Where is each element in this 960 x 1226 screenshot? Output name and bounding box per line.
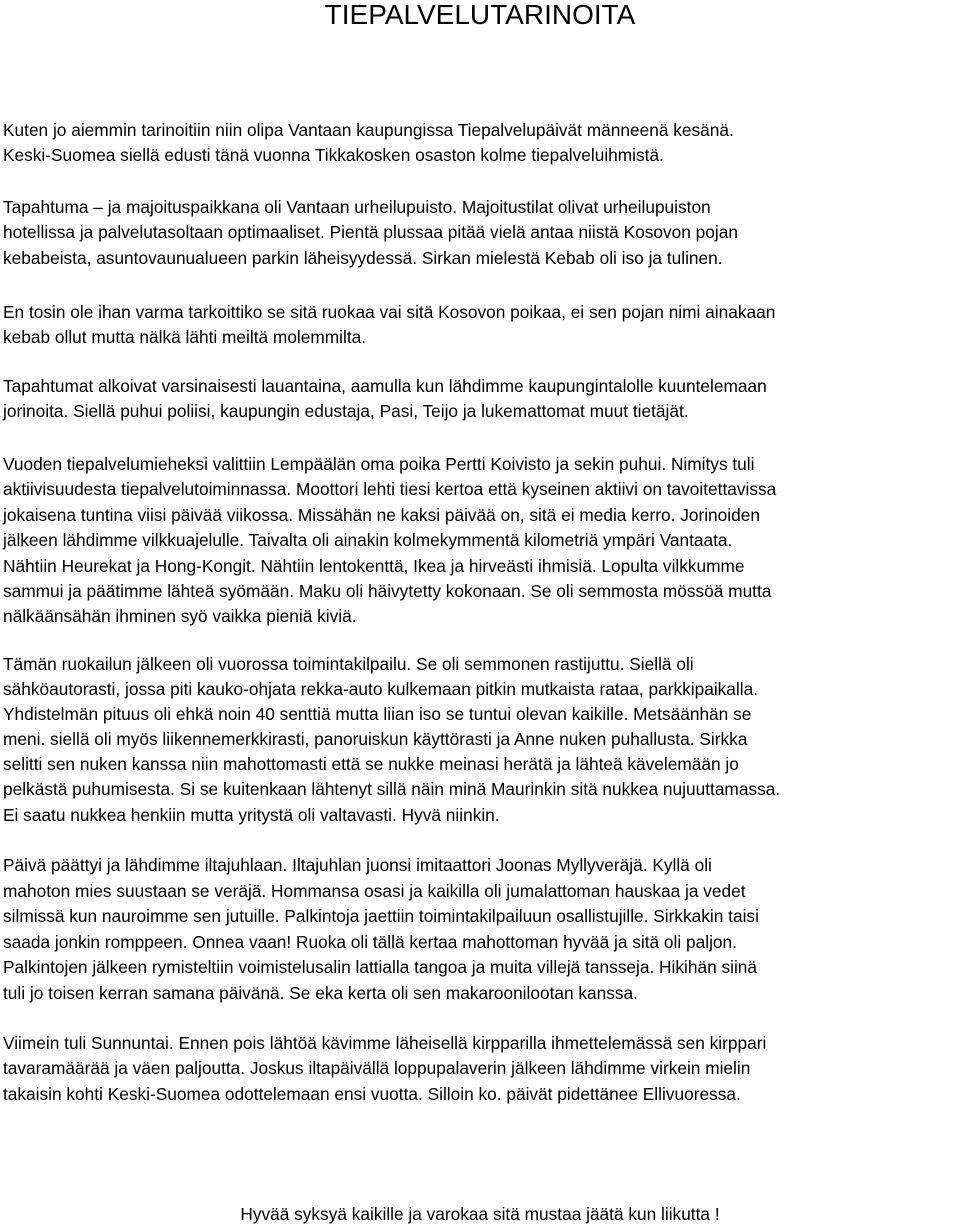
document-page: [3, 0, 957, 1226]
paragraph: [3, 195, 957, 271]
paragraph-line: kebab ollut mutta nälkä lähti meiltä molemmilta.: [3, 327, 367, 348]
paragraph-line: Kuten jo aiemmin tarinoitiin niin olipa Vantaan kaupungissa Tiepalvelupäivät männeenä kesänä.: [3, 120, 734, 140]
paragraph-line: Tämän ruokailun jälkeen oli vuorossa toimintakilpailu. Se oli semmonen rastijuttu. Siellä oli: [3, 654, 694, 674]
paragraph: [3, 1031, 957, 1107]
paragraph-line: En tosin ole ihan varma tarkoittiko se sitä ruokaa vai sitä Kosovon poikaa, ei sen pojan nimi ainakaan: [3, 302, 776, 322]
paragraph: [3, 853, 957, 1007]
paragraph-line: Keski-Suomea siellä edusti tänä vuonna Tikkakosken osaston kolme tiepalveluihmistä.: [3, 145, 664, 166]
paragraph-line: Päivä päättyi ja lähdimme iltajuhlaan. Iltajuhlan juonsi imitaattori Joonas Myllyveräjä. Kyllä oli: [3, 855, 712, 875]
paragraph-line: Nähtiin Heurekat ja Hong-Kongit. Nähtiin lentokenttä, Ikea ja hirveästi ihmisiä. Lopulta vilkkumme: [3, 555, 745, 576]
paragraph-line: Viimein tuli Sunnuntai. Ennen pois lähtöä kävimme läheisellä kirpparilla ihmettelemässä sen kirppari: [3, 1033, 767, 1053]
paragraph-line: Vuoden tiepalvelumieheksi valittiin Lempäälän oma poika Pertti Koivisto ja sekin puhui. Nimitys tuli: [3, 454, 755, 474]
paragraph-line: Yhdistelmän pituus oli ehkä noin 40 senttiä mutta liian iso se tuntui olevan kaikille. Metsäänhän se: [3, 704, 752, 725]
paragraph-line: aktiivisuudesta tiepalvelutoiminnassa. Moottori lehti tiesi kertoa että kyseinen aktiivi on tavoitettavissa: [3, 479, 777, 500]
paragraph: [3, 374, 957, 425]
paragraph-line: takaisin kohti Keski-Suomea odottelemaan ensi vuotta. Silloin ko. päivät pidettänee Ellivuoressa.: [3, 1083, 741, 1104]
paragraph-line: jälkeen lähdimme vilkkuajelulle. Taivalta oli ainakin kolmekymmentä kilometriä ympäri Vantaata.: [3, 530, 733, 551]
paragraph-line: Tapahtumat alkoivat varsinaisesti lauantaina, aamulla kun lähdimme kaupungintalolle kuuntelemaan: [3, 376, 767, 396]
paragraph-line: sammui ja päätimme lähteä syömään. Maku oli häivytetty kokonaan. Se oli semmosta mössöä mutta: [3, 581, 772, 602]
paragraph-line: tavaramäärää ja väen paljoutta. Joskus iltapäivällä loppupalaverin jälkeen lähdimme virkein mielin: [3, 1058, 751, 1079]
paragraph-line: selitti sen nuken kanssa niin mahottomasti että se nukke meinasi herätä ja lähteä kävelemään jo: [3, 754, 739, 775]
paragraph-line: tuli jo toisen kerran samana päivänä. Se eka kerta oli sen makaroonilootan kanssa.: [3, 982, 638, 1003]
paragraph-line: saada jonkin romppeen. Onnea vaan! Ruoka oli tällä kertaa mahottoman hyvää ja sitä oli paljon.: [3, 931, 737, 952]
paragraph-line: nälkäänsähän ihminen syö vaikka pieniä kiviä.: [3, 606, 357, 627]
document-title: TIEPALVELUTARINOITA: [324, 0, 636, 30]
paragraph-line: silmissä kun nauroimme sen jutuille. Palkintoja jaettiin toimintakilpailuun osallistujille. Sirkkakin taisi: [3, 906, 759, 927]
paragraph-line: jorinoita. Siellä puhui poliisi, kaupungin edustaja, Pasi, Teijo ja lukemattomat muut tietäjät.: [3, 401, 689, 422]
paragraph-line: Tapahtuma – ja majoituspaikkana oli Vantaan urheilupuisto. Majoitustilat olivat urheilupuiston: [3, 197, 711, 217]
paragraph: [3, 300, 957, 351]
paragraph-line: meni. siellä oli myös liikennemerkkirasti, panoruiskun käyttörasti ja Anne nuken puhallusta. Sirkka: [3, 729, 748, 750]
paragraph-line: sähköautorasti, jossa piti kauko-ohjata rekka-auto kulkemaan pitkin mutkaista rataa, parkkipaikalla.: [3, 679, 758, 700]
paragraph: [3, 452, 957, 630]
paragraph-line: kebabeista, asuntovaunualueen parkin läheisyydessä. Sirkan mielestä Kebab oli iso ja tulinen.: [3, 247, 723, 268]
paragraph-line: mahoton mies suustaan se veräjä. Hommansa osasi ja kaikilla oli jumalattoman hauskaa ja vedet: [3, 880, 746, 901]
paragraph-line: pelkästä puhumisesta. Si se kuitenkaan lähtenyt sillä näin minä Maurinkin sitä nukkea nujuuttamassa.: [3, 779, 781, 800]
paragraph-line: Palkintojen jälkeen rymisteltiin voimistelusalin lattialla tangoa ja muita villejä tansseja. Hikihän siinä: [3, 957, 758, 978]
paragraph-line: hotellissa ja palvelutasoltaan optimaaliset. Pientä plussaa pitää vielä antaa niistä Kosovon pojan: [3, 222, 738, 243]
paragraph: [3, 118, 957, 169]
closing-line: Hyvää syksyä kaikille ja varokaa sitä mustaa jäätä kun liikutta !: [240, 1204, 720, 1224]
paragraph-line: jokaisena tuntina viisi päivää viikossa. Missähän ne kaksi päivää on, sitä ei media kerro. Jorinoiden: [3, 504, 760, 525]
paragraph-line: Ei saatu nukkea henkiin mutta yritystä oli valtavasti. Hyvä niinkin.: [3, 804, 500, 825]
paragraph: [3, 652, 957, 828]
